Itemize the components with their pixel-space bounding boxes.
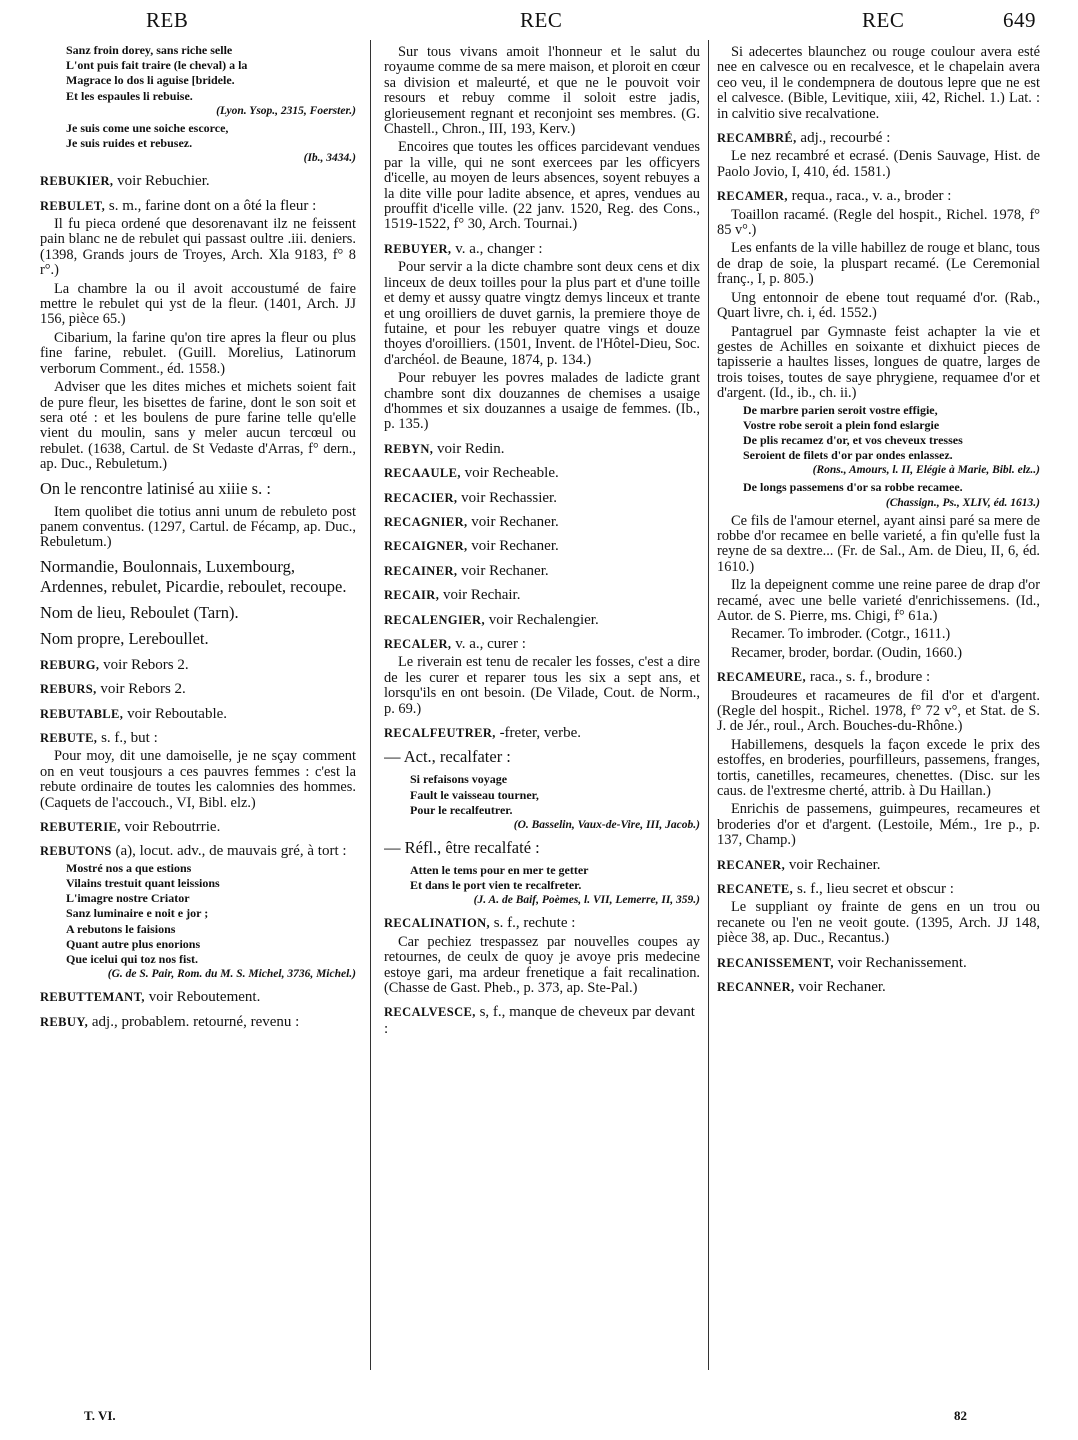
quotation: Sur tous vivans amoit l'honneur et le salut du royaume comme de sa mere maison, et ploroit en cœur sa division et maleurté, et que ne le pouvoit voir resours et rebuy comme il soloit estre jadis, glorieusement regnant et reconjoint ses membres. (G. Chastell., Chron., III, 193, Kerv.) — [384, 44, 700, 138]
quotation: La chambre la ou il avoit accoustumé de faire mettre le rebulet qui yst de la fleur. (1401, Arch. JJ 156, pièce 65.) — [40, 280, 356, 328]
headword: RECALER, — [384, 637, 452, 651]
entry — [384, 538, 700, 554]
headword: RECAIGNER, — [384, 539, 468, 554]
verse-line: L'imagre nostre Criator — [66, 891, 190, 906]
definition: voir Recheable. — [460, 465, 559, 482]
entry — [384, 441, 700, 457]
quotation: Pour servir a la dicte chambre sont deux cens et dix linceux de deux toilles pour la plus part et d'une toille et demy et aussy quatre vingtz demys linceux et trante et ung oroilliers de duvet garnis, la premiere thoye de futaine, et pour les rebuyer quatre vings et douze thoyes d'oroilliers. (1501, Invent. de l'Hôtel-Dieu, Soc. d'archéol. de Beaune, 1874, p. 134.) — [384, 259, 700, 368]
definition: adj., recourbé : — [796, 130, 891, 147]
entry — [384, 490, 700, 506]
definition: (a), locut. adv., de mauvais gré, à tort : — [111, 843, 347, 860]
header-center: REC — [520, 8, 563, 32]
quotation: Si adecertes blaunchez ou rouge coulour avera esté nee en calvesce ou en recalvesce, et le chapelain avera ceo veu, il le condempnera de doutous lepre que ne est el calvesce. (Bible, Levitique, xiii, 42, Richel. 1.) Lat. : in calvitio sive recalvatione. — [717, 44, 1040, 122]
definition: s. f., lieu secret et obscur : — [793, 881, 954, 898]
headword: RECAMEURE, — [717, 670, 807, 685]
headword: REBUTE, — [40, 730, 98, 745]
headword: REBURS, — [40, 682, 97, 697]
entry — [40, 657, 356, 673]
headword: RECAAULE, — [384, 466, 461, 481]
entry — [40, 730, 356, 746]
definition: requa., raca., v. a., broder : — [787, 188, 952, 205]
definition: voir Rechaner. — [794, 979, 886, 996]
entry — [384, 465, 700, 481]
verse-line: Atten le tems pour en mer te getter — [410, 863, 589, 878]
verse-line: Quant autre plus enorions — [66, 936, 201, 951]
entry — [384, 563, 700, 579]
verse-line: Mostré nos a que estions — [66, 860, 192, 875]
source-citation: (J. A. de Baif, Poèmes, l. VII, Lemerre, II, 359.) — [473, 894, 700, 907]
headword: RECAGNIER, — [384, 514, 468, 529]
definition: s. f., but : — [97, 729, 158, 746]
headword: RECAMBRÉ, — [717, 131, 797, 146]
verse-line: Fault le vaisseau tourner, — [410, 787, 539, 802]
headword: RECANNER, — [717, 980, 795, 995]
verse-line: Vostre robe seroit a plein fond eslargie — [743, 417, 940, 432]
headword: REBULET, — [40, 198, 106, 213]
running-header — [0, 4, 1078, 44]
entry — [717, 881, 1040, 897]
quotation: Encoires que toutes les offices parcidevant vendues par la ville, qui ne sont exercees par les officyers d'icelle, au moyen de leurs absences, soyent rebuyes a la dite ville pour ladite absence, et apres, vendues au prouffit d'icelle ville. (22 janv. 1520, Reg. des Cons., 1519-1522, f° 30, Arch. Tournai.) — [384, 139, 700, 233]
entry — [384, 636, 700, 652]
headword: RECALVESCE, — [384, 1005, 476, 1020]
headword: RECACIER, — [384, 490, 458, 505]
entry — [384, 514, 700, 530]
footer-signature: 82 — [954, 1408, 967, 1423]
note: — Réfl., être recalfaté : — [384, 838, 540, 858]
headword: RECAIR, — [384, 588, 440, 603]
footer-volume: T. VI. — [84, 1408, 116, 1423]
verse-line: Seroient de filets d'or par ondes enlassez. — [743, 448, 953, 463]
verse-line: Pour le recalfeutrer. — [410, 802, 513, 817]
entry — [40, 198, 356, 214]
verse-line: A rebutons le faisions — [66, 921, 176, 936]
quotation: Le nez recambré et ecrasé. (Denis Sauvage, Hist. de Paolo Jovio, I, 410, éd. 1581.) — [717, 148, 1040, 180]
entry — [717, 130, 1040, 146]
entry — [40, 819, 356, 835]
entry — [40, 989, 356, 1005]
verse-line: Sanz froin dorey, sans riche selle — [66, 43, 233, 57]
note: Nom de lieu, Reboulet (Tarn). — [40, 602, 239, 622]
headword: RECAMER, — [717, 189, 788, 204]
headword: REBURG, — [40, 657, 100, 672]
definition: voir Reboutable. — [123, 705, 228, 722]
quotation: Habillemens, desquels la façon excede le prix des estoffes, en broderies, pourfilleurs, passemens, franges, tortis, canetilles, recameures, chenettes. (Disc. sur les caus. de l'extresme cherté, attrib. à Du Haillan.) — [717, 736, 1040, 800]
definition: s. f., rechute : — [490, 915, 576, 932]
headword: RECANETE, — [717, 882, 794, 897]
header-left: REB — [146, 8, 189, 32]
note: — Act., recalfater : — [384, 747, 511, 767]
definition: v. a., curer : — [451, 636, 526, 652]
quotation: Pour moy, dit une damoiselle, je ne sçay comment on en veut tousjours a ces pauvres femmes : c'est la rebute ordinaire de toutes les calomnies des hommes. (Caquets de l'accouch., VI, Bibl. elz.) — [40, 748, 356, 811]
headword: RECALINATION, — [384, 916, 491, 931]
column-rule — [370, 40, 371, 1370]
verse-line: Vilains trestuit quant leissions — [66, 876, 220, 891]
verse-line: Je suis come une soiche escorce, — [66, 120, 229, 135]
quotation: Pour rebuyer les povres malades de ladicte grant chambre sont dix douzannes de chemises a usaige d'hommes et six douzannes a usaige de femmes. (Ib., p. 135.) — [384, 370, 700, 433]
column-rule — [708, 40, 709, 1370]
quotation: Ce fils de l'amour eternel, ayant ainsi paré sa mere de robbe d'or recamee en belle varieté, a fin qu'elle fust la reyne de sa dextre... (Fr. de Sal., Am. de Dieu, II, 6, éd. 1610.) — [717, 512, 1040, 575]
verse-line: Magrace lo dos li aguise [bridele. — [66, 73, 235, 88]
verse-line: Sanz luminaire e noit e jor ; — [66, 906, 209, 921]
quotation: Pantagruel par Gymnaste feist achapter la vie et gestes de Achilles en soixante et dixhuict pieces de tapisserie a haultes lisses, longues de quatre, larges de trois toises, toutes de saye phrygiene, requamee d'or et d'argent. (Id., ib., ch. ii.) — [717, 323, 1040, 402]
entry — [40, 681, 356, 697]
quotation: Item quolibet die totius anni unum de rebuleto post panem conventus. (1297, Cartul. de Fécamp, ap. Duc., Rebuletum.) — [40, 503, 356, 551]
definition: voir Rechaner. — [467, 513, 559, 530]
definition: voir Rechalengier. — [485, 611, 599, 628]
definition: voir Reboutement. — [144, 989, 261, 1006]
quotation: Recamer. To imbroder. (Cotgr., 1611.) — [731, 626, 951, 643]
header-right: REC — [862, 8, 905, 32]
entry — [40, 706, 356, 722]
headword: REBUTERIE, — [40, 820, 121, 834]
source-citation: (Chassign., Ps., XLIV, éd. 1613.) — [885, 496, 1040, 509]
verse-line: De marbre parien seroit vostre effigie, — [743, 402, 938, 417]
quotation: Le riverain est tenu de recaler les fosses, c'est a dire de les curer et reparer tous les six a sept ans, et lorsqu'ils en ont besoin. (De Vilade, Cout. de Norm., p. 69.) — [384, 654, 700, 717]
quotation: Il fu pieca ordené que desorenavant ilz ne feissent pain blanc ne de rebulet qui passast oultre .iii. deniers. (1398, Grands jours de Troyes, Arch. Xla 9183, f° 8 r°.) — [40, 216, 356, 279]
entry — [384, 1004, 700, 1037]
quotation: Ilz la depeignent comme une reine paree de drap d'or recamé, avec une belle varieté d'enrichissemens. (Id., Autor. de S. Pierre, ms. Chigi, f° 61a.) — [717, 577, 1040, 624]
definition: v. a., changer : — [451, 240, 543, 257]
quotation: Broudeures et racameures de fil d'or et d'argent. (Regle del hospit., Richel. 1978, f° 72 v°, et Stat. de S. J. de Jér., roul., Arch. Bouches-du-Rhône.) — [717, 687, 1040, 735]
note: On le rencontre latinisé au xiiie s. : — [40, 478, 271, 498]
source-citation: (G. de S. Pair, Rom. du M. S. Michel, 3736, Michel.) — [107, 968, 356, 981]
verse-line: Que icelui qui toz nos fist. — [66, 952, 199, 967]
entry — [384, 587, 700, 603]
definition: s, f., manque de cheveux par devant : — [384, 1004, 695, 1037]
quotation: Cibarium, la farine qu'on tire apres la fleur ou plus fine farine, rebulet. (Guill. Morelius, Latinorum verborum Comment., éd. 1558.) — [40, 329, 356, 377]
quotation: Car pechiez trespassez par nouvelles coupes ay retournes, de ceulx de quoy je avoye pris medecine estoye gari, ma ardeur frenetique a fait recalination. (Chasse de Gast. Pheb., p. 373, ap. Ste-Pal.) — [384, 933, 700, 997]
column-2 — [384, 42, 700, 1037]
note: Nom propre, Lereboullet. — [40, 628, 209, 648]
quotation: Enrichis de passemens, guimpeures, recameures et broderies d'or et d'argent. (Lestoile, Mém., 1re p., p. 137, Champ.) — [717, 801, 1040, 849]
headword: RECAINER, — [384, 563, 458, 578]
entry — [40, 1014, 356, 1030]
entry — [384, 241, 700, 257]
quotation: Adviser que les dites miches et michets soient fait de pure fleur, les bisettes de farine, dont le son soit et sera oté : et les boulens de pure farine telle qu'elle vient du moulin, sans y meler aucun tercœul ou rebulet. (1638, Cartul. de St Vedaste d'Arras, f° dern., ap. Duc., Rebuletum.) — [40, 379, 356, 473]
headword: REBUTONS — [40, 844, 112, 859]
definition: voir Rechanissement. — [833, 954, 967, 971]
source-citation: (Rons., Amours, l. II, Elégie à Marie, Bibl. elz..) — [812, 464, 1040, 477]
quotation: Ung entonnoir de ebene tout requamé d'or. (Rab., Quart livre, ch. i, éd. 1552.) — [717, 289, 1040, 322]
headword: RECANER, — [717, 857, 786, 872]
column-1 — [40, 42, 356, 1030]
verse-line: L'ont puis fait traire (le cheval) a la — [66, 58, 248, 73]
headword: REBUYER, — [384, 241, 452, 256]
quotation: Recamer, broder, bordar. (Oudin, 1660.) — [731, 644, 963, 661]
verse-line: Et les espaules li rebuise. — [66, 88, 193, 103]
definition: adj., probablem. retourné, revenu : — [88, 1013, 300, 1030]
verse-line: Et dans le port vien te recalfreter. — [410, 878, 582, 893]
definition: voir Rechassier. — [457, 489, 557, 506]
verse-line: Je suis ruides et rebusez. — [66, 136, 193, 151]
source-citation: (Ib., 3434.) — [303, 152, 356, 165]
headword: RECANISSEMENT, — [717, 955, 834, 970]
headword: REBYN, — [384, 441, 434, 456]
entry — [384, 915, 700, 931]
source-citation: (O. Basselin, Vaux-de-Vire, III, Jacob.) — [513, 819, 700, 832]
note: Normandie, Boulonnais, Luxembourg, Ardennes, rebulet, Picardie, reboulet, recoupe. — [40, 556, 347, 596]
headword: REBUY, — [40, 1014, 89, 1029]
verse-line: Si refaisons voyage — [410, 772, 508, 787]
entry — [40, 843, 356, 859]
headword: RECALENGIER, — [384, 612, 485, 627]
page-number: 649 — [1003, 8, 1036, 32]
entry — [384, 725, 700, 741]
headword: RECALFEUTRER, — [384, 726, 496, 741]
headword: REBUTABLE, — [40, 706, 124, 721]
definition: voir Rebuchier. — [113, 173, 210, 190]
entry — [717, 955, 1040, 971]
headword: REBUKIER, — [40, 174, 114, 189]
entry — [717, 188, 1040, 204]
verse-line: De longs passemens d'or sa robbe recamee. — [743, 480, 963, 495]
verse-line: De plis recamez d'or, et vos cheveux tresses — [743, 432, 963, 447]
definition: voir Redin. — [433, 440, 505, 457]
definition: raca., s. f., brodure : — [806, 669, 931, 686]
definition: voir Rechainer. — [785, 856, 881, 873]
definition: voir Rechaner. — [467, 538, 559, 555]
quotation: Toaillon racamé. (Regle del hospit., Richel. 1978, f° 85 v°.) — [717, 206, 1040, 239]
definition: voir Rechaner. — [457, 562, 549, 579]
entry — [717, 857, 1040, 873]
definition: s. m., farine dont on a ôté la fleur : — [105, 197, 317, 214]
quotation: Le suppliant oy frainte de gens en un trou ou recanete ou l'en ne veoit goute. (1395, Arch. JJ 148, pièce 38, ap. Duc., Recantus.) — [717, 899, 1040, 947]
definition: voir Rebors 2. — [99, 656, 189, 673]
quotation: Les enfants de la ville habillez de rouge et blanc, tous de drap de soie, la pluspart recamé. (Le Ceremonial franç., I, p. 805.) — [717, 240, 1040, 288]
definition: voir Reboutrrie. — [120, 819, 221, 835]
source-citation: (Lyon. Ysop., 2315, Foerster.) — [216, 104, 356, 117]
definition: voir Rechair. — [439, 587, 521, 604]
entry — [717, 669, 1040, 685]
entry — [384, 612, 700, 628]
definition: -freter, verbe. — [495, 725, 581, 742]
definition: voir Rebors 2. — [96, 681, 186, 698]
headword: REBUTTEMANT, — [40, 990, 145, 1005]
entry — [717, 979, 1040, 995]
entry — [40, 173, 356, 189]
column-3 — [717, 42, 1040, 996]
